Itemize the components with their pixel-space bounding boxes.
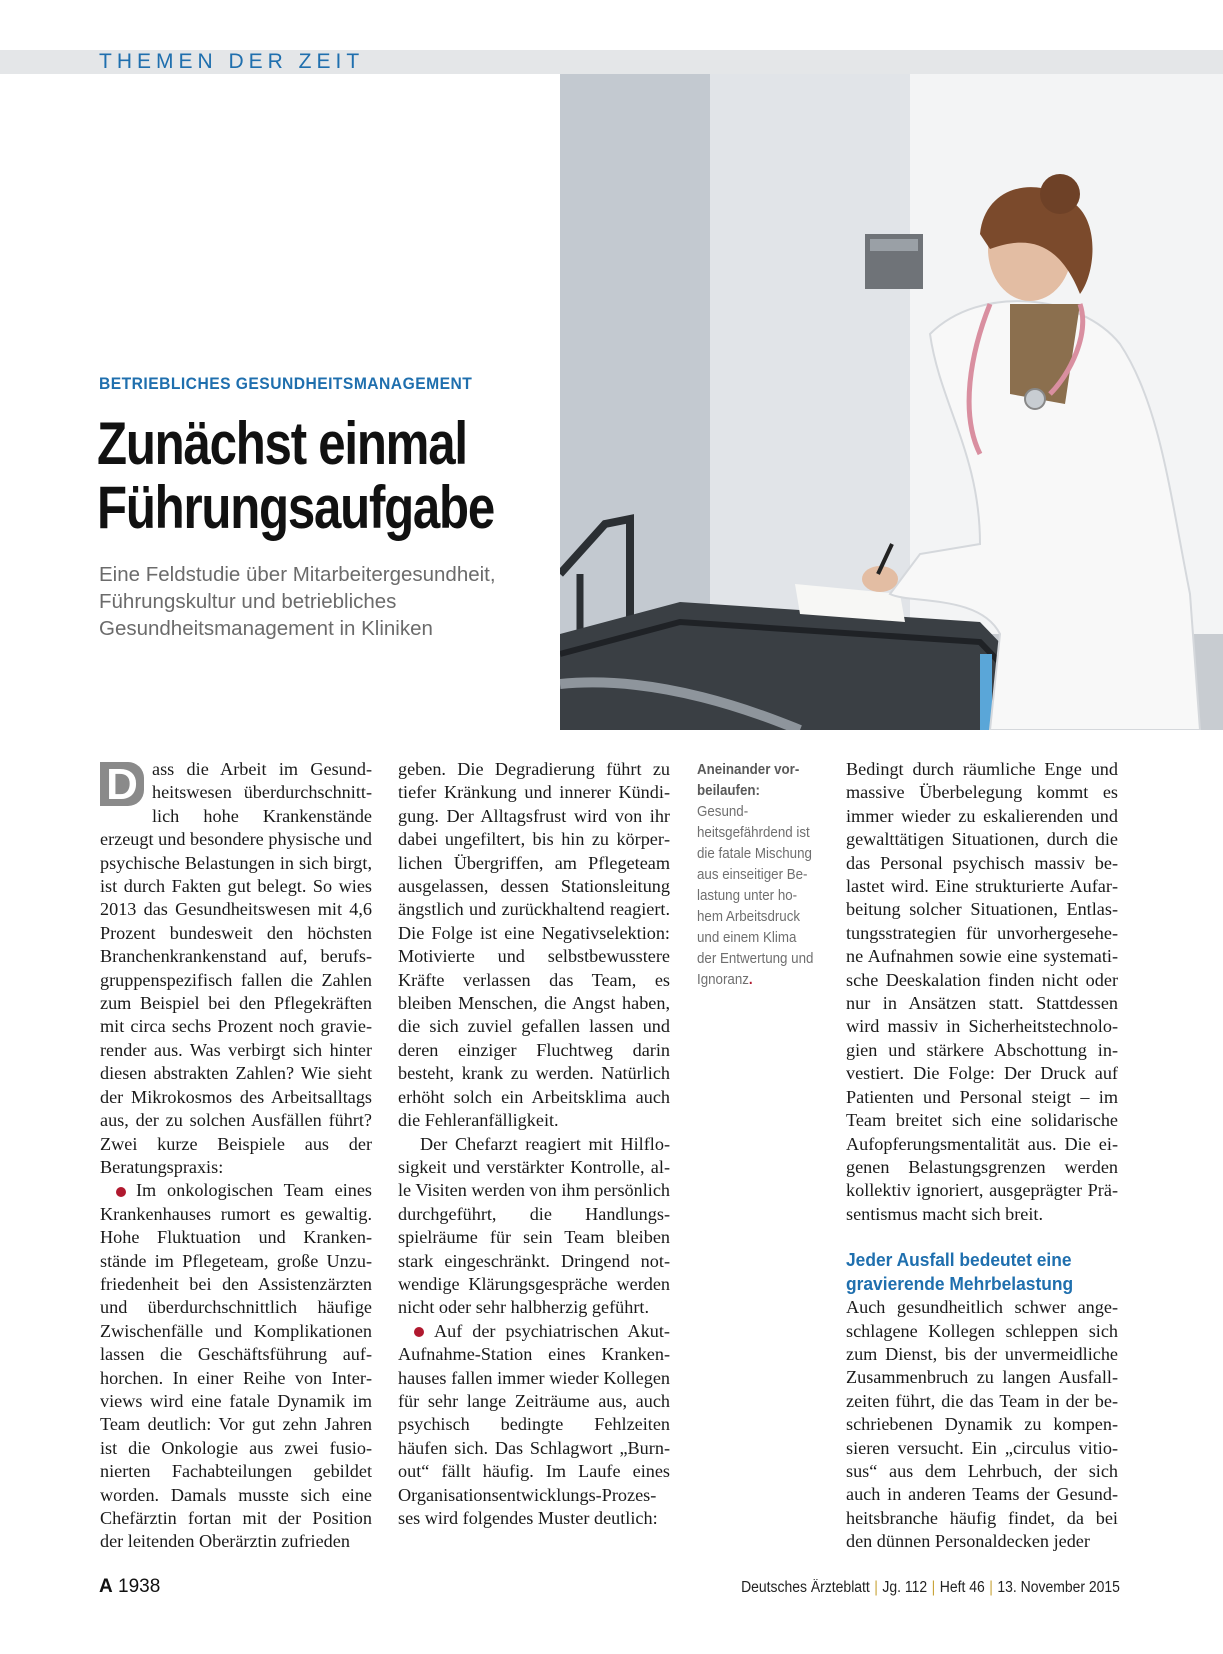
text-column-1 [100,758,372,1554]
paragraph: geben. Die Degradierung führt zu tiefer Kränkung und innerer Kündigung. Der Alltagsfrust wird von ihr dabei ungefiltert, bis hin zu körperlichen Übergriffen, am Pflegeteam ausgelassen, dessen Stationsleitung ängstlich und zurückhaltend reagiert. Die Folge ist eine Negativselektion: Motivierte und selbstbewusstere Kräfte verlassen das Team, es bleiben Menschen, die Angst haben, die sich zuviel gefallen lassen und deren einziger Fluchtweg darin besteht, krank zu werden. Natürlich erhöht solch ein Arbeitsklima auch die Fehleranfälligkeit. [398,759,670,1131]
journal-issue: Heft 46 [939,1579,985,1596]
drop-cap: D [100,762,144,806]
caption-text: Gesundheitsgefährdend ist die fatale Mischung aus einseitiger Belastung unter hohem Arbeitsdruck und einem Klima der Entwertung und Ignoranz [697,804,814,988]
article-photo [560,74,1223,730]
separator: | [989,1579,993,1596]
section-label: THEMEN DER ZEIT [99,50,365,73]
page-prefix: A [99,1576,113,1597]
journal-date: 13. November 2015 [997,1579,1120,1596]
article-subtitle: Eine Feldstudie über Mitarbeitergesundheit, Führungskultur und betriebliches Gesundheitsmanagement in Kliniken [99,563,496,640]
paragraph [100,758,372,1179]
bullet-paragraph [398,1320,670,1531]
text-column-3 [846,758,1118,1554]
paragraph: Auch gesundheitlich schwer angeschlagene Kollegen schleppen sich zum Dienst, bis der unvermeidliche Zusammenbruch zu langen Ausfallzeiten führt, die das Team in der beschriebenen Dynamik zu kompensieren versucht. Ein „circulus vitiosus“ aus dem Lehrbuch, der sich auch in anderen Teams der Gesundheitsbranche häufig findet, da bei den dünnen Personaldecken jeder [846,1297,1118,1552]
journal-volume: Jg. 112 [882,1579,928,1596]
text-column-2 [398,758,670,1530]
bullet-icon [116,1187,126,1197]
paragraph-text: Im onkologischen Team eines Krankenhauses rumort es gewaltig. Hohe Fluktuation und Krankenstände im Pflegeteam, große Unzufriedenheit bei den Assistenzärzten und überdurchschnittlich häufige Zwischenfälle und Komplikationen lassen die Geschäftsführung aufhorchen. In einer Reihe von Interviews wird eine fatale Dynamik im Team deutlich: Vor gut zehn Jahren ist die Onkologie aus zwei fusionierten Fachabteilungen gebildet worden. Damals musste sich eine Chefärztin fortan mit der Position der leitenden Oberärztin zufrieden [100,1180,372,1552]
page-number-value: 1938 [118,1576,161,1597]
article-kicker: BETRIEBLICHES GESUNDHEITSMANAGEMENT [99,374,473,393]
paragraph-text: ass die Arbeit im Gesundheitswesen überdurchschnittlich hohe Krankenstände erzeugt und besondere physische und psychische Belastungen in sich birgt, ist durch Fakten gut belegt. So wies 2013 das Gesundheitswesen mit 4,6 Prozent bundesweit den höchsten Branchenkrankenstand auf, berufsgruppenspezifisch fallen die Zahlen zum Beispiel bei den Pflegekräften mit circa sechs Prozent noch gravierender aus. Was verbirgt sich hinter diesen abstrakten Zahlen? Wie sieht der Mikrokosmos des Arbeitsalltags aus, der zu solchen Ausfällen führt? Zwei kurze Beispiele aus der Beratungspraxis: [100,759,372,1177]
section-subheading: Jeder Ausfall bedeutet eine gravierende Mehrbelastung [846,1249,1074,1295]
paragraph: Bedingt durch räumliche Enge und massive Überbelegung kommt es immer wieder zu eskalierenden und gewalttätigen Situationen, durch die das Personal psychisch massiv belastet wird. Eine strukturierte Aufarbeitung solcher Situationen, Entlastungsstrategien für unvorhergesehene Aufnahmen sowie eine systematische Deeskalation finden nicht oder nur in Ansätzen statt. Stattdessen wird massiv in Sicherheitstechnologien und stärkere Abschottung investiert. Die Folge: Der Druck auf Patienten und Personal steigt – im Team breitet sich eine solidarische Aufopferungsmentalität aus. Die eigenen Belastungsgrenzen werden kollektiv ignoriert, ausgeprägter Präsentismus macht sich breit. [846,759,1118,1224]
headline-line-2: Führungsaufgabe [97,474,495,541]
photo-caption [697,760,815,991]
bullet-icon [414,1327,424,1337]
page-number [99,1576,160,1598]
separator: | [931,1579,936,1596]
paragraph-text: Auf der psychiatrischen Akut-Aufnahme-Station eines Krankenhauses fallen immer wieder Kollegen für sehr lange Zeiträume aus, auch psychisch bedingte Fehlzeiten häufen sich. Das Schlagwort „Burnout“ fällt häufig. Im Laufe eines Organisationsentwicklungs-Prozesses wird folgendes Muster deutlich: [398,1320,670,1528]
journal-name: Deutsches Ärzteblatt [741,1579,870,1596]
caption-title: Aneinander vorbeilaufen: [697,762,800,799]
paragraph: Der Chefarzt reagiert mit Hilflosigkeit und verstärkter Kontrolle, alle Visiten werden von ihm persönlich durchgeführt, die Handlungsspielräume für sein Team bleiben stark eingeschränkt. Dringend notwendige Klärungsgespräche werden nicht oder sehr halbherzig geführt. [398,1133,670,1318]
separator: | [874,1579,878,1596]
bullet-paragraph [100,1179,372,1554]
caption-end-mark: . [748,972,753,988]
article-headline [97,410,495,541]
journal-footer [741,1579,1120,1597]
headline-line-1: Zunächst einmal [97,410,467,477]
